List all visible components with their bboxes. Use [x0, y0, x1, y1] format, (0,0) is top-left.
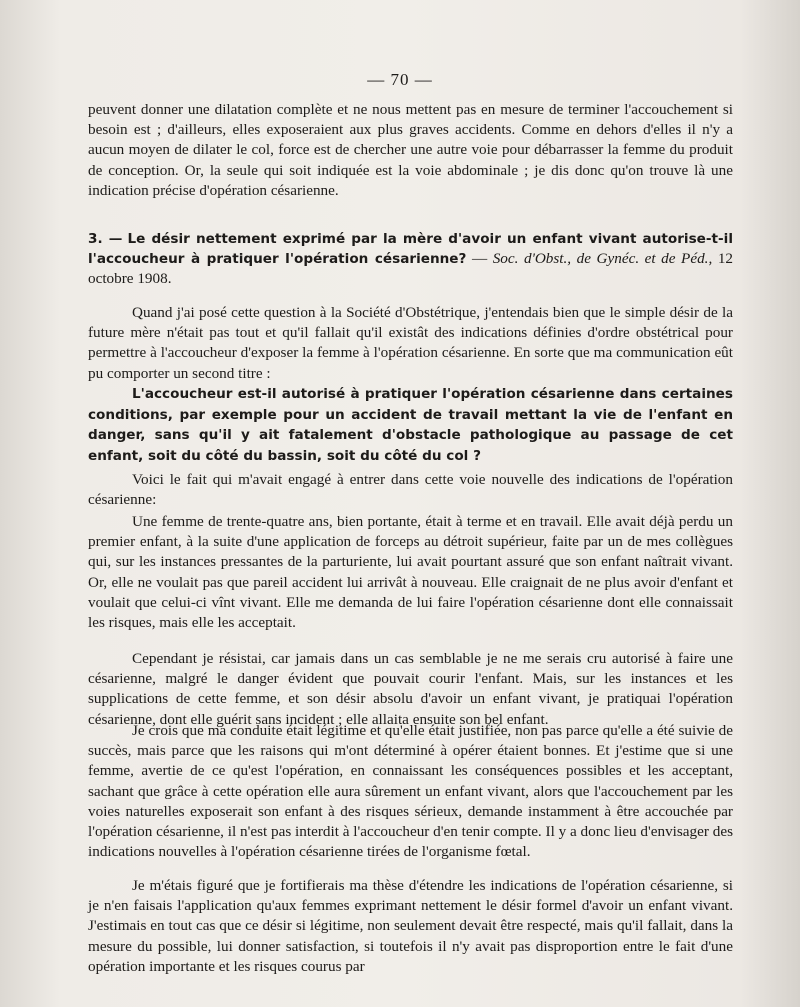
paragraph-voici — [88, 470, 733, 510]
second-title: L'accoucheur est-il autorisé à pratiquer l'opération césarienne dans certaines conditions, par exemple pour un accident de travail mettant la vie de l'enfant en danger, sans qu'il y ait fatalement d'obstacle pathologique au passage de cet enfant, soit du côté du bassin, soit du côté du col ? — [88, 386, 733, 464]
section-title: Le désir nettement exprimé par la mère d'avoir un enfant vivant autorise-t-il l'accoucheur à pratiquer l'opération césarienne? — [88, 231, 733, 268]
paragraph-case — [88, 512, 733, 633]
paragraph-text: Je crois que ma conduite était légitime et qu'elle était justifiée, non pas parce qu'elle a été suivie de succès, mais parce que les raisons qui m'ont déterminé à opérer étaient bonnes. Et j'estime que si une femme, avertie de ce qu'est l'opération, en connaissant les conséquences possibles et les acceptant, sachant que grâce à cette opération elle aura sûrement un enfant vivant, alors que l'accouchement par les voies naturelles exposerait son enfant à des risques sérieux, demande instamment à être accouchée par l'opération césarienne, il n'est pas interdit à l'accoucheur d'en tenir compte. Il y a donc lieu d'envisager des indications nouvelles à l'opération césarienne tirées de l'organisme fœtal. — [88, 722, 733, 861]
section-date: 12 octobre 1908. — [88, 250, 733, 288]
paragraph-text: Une femme de trente-quatre ans, bien portante, était à terme et en travail. Elle avait déjà perdu un premier enfant, à la suite d'une application de forceps au détroit supérieur, faite par un de mes collègues qui, sur les instances pressantes de la parturiente, lui avait pourtant assuré que son enfant naîtrait vivant. Or, elle ne voulait pas que pareil accident lui arrivât à nouveau. Elle craignait de ne plus avoir d'enfant et voulait que celui-ci vînt vivant. Elle me demanda de lui faire l'opération césarienne dont elle connaissait les risques, mais elle les acceptait. — [88, 513, 733, 632]
section-number: 3. — — [88, 231, 123, 247]
paragraph-text: Je m'étais figuré que je fortifierais ma thèse d'étendre les indications de l'opération césarienne, si je n'en faisais l'application qu'aux femmes exprimant nettement le désir formel d'avoir un enfant vivant. J'estimais en tout cas que ce désir si légitime, non seulement devait être respecté, mais qu'il fallait, dans la mesure du possible, lui donner satisfaction, si toutefois il n'y avait pas disproportion entre le fait d'une opération importante et les risques courus par — [88, 877, 733, 975]
section-source: Soc. d'Obst., de Gynéc. et de Péd., — [492, 250, 713, 268]
paragraph-conduite — [88, 721, 733, 862]
paragraph-text: Quand j'ai posé cette question à la Société d'Obstétrique, j'entendais bien que le simple désir de la future mère n'était pas tout et qu'il fallait qu'il existât des indications définies d'ordre obstétrical pour permettre à l'accoucheur d'exposer la femme à l'opération césarienne. En sorte que ma communication eût pu comporter un second titre : — [88, 304, 733, 382]
paragraph-question — [88, 303, 733, 384]
paragraph-intro — [88, 100, 733, 201]
paragraph-text: Voici le fait qui m'avait engagé à entrer dans cette voie nouvelle des indications de l'opération césarienne: — [88, 471, 733, 509]
section-dash: — — [466, 250, 493, 268]
section-heading — [88, 229, 733, 290]
paragraph-text: peuvent donner une dilatation complète et ne nous mettent pas en mesure de terminer l'accouchement si besoin est ; d'ailleurs, elles exposeraient aux plus graves accidents. Comme en dehors d'elles il n'y a aucun moyen de dilater le col, force est de chercher une autre voie pour débarrasser la femme du produit de conception. Or, la seule qui soit indiquée est la voie abdominale ; je dis donc qu'on trouve là une indication précise d'opération césarienne. — [88, 101, 733, 199]
page-number: — 70 — — [367, 70, 433, 89]
paragraph-cependant — [88, 649, 733, 730]
paragraph-text: Cependant je résistai, car jamais dans un cas semblable je ne me serais cru autorisé à faire une césarienne, malgré le danger évident que pouvait courir l'enfant. Mais, sur les instances et les supplications de cette femme, et son désir absolu d'avoir un enfant vivant, je pratiquai l'opération césarienne, dont elle guérit sans incident ; elle allaita ensuite son bel enfant. — [88, 650, 733, 728]
paragraph-these — [88, 876, 733, 977]
